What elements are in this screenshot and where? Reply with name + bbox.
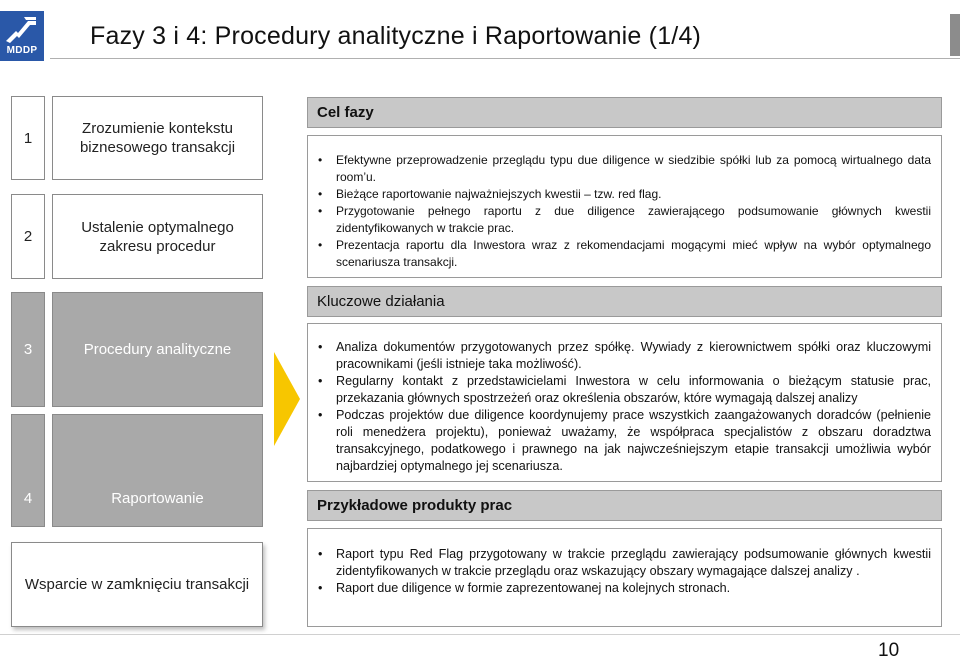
actions-list bbox=[317, 339, 931, 475]
list-item: • Przygotowanie pełnego raportu z due diligence zawierającego podsumowanie głównych kwestii zidentyfikowanych w trakcie prac. bbox=[317, 203, 931, 237]
support-label: Wsparcie w zamknięciu transakcji bbox=[24, 576, 250, 593]
list-item: • Raport typu Red Flag przygotowany w trakcie przeglądu zawierający podsumowanie głównych kwestii zidentyfikowanych w trakcie przeglądu oraz wskazujący obszary wymagające dalszej analizy . bbox=[317, 546, 931, 580]
list-item: • Regularny kontakt z przedstawicielami Inwestora w celu informowania o bieżącym statusie prac, przekazania głównych spostrzeżeń oraz określenia obszarów, które wymagają dalszej analizy bbox=[317, 373, 931, 407]
phase-3-number: 3 bbox=[11, 292, 45, 407]
phase-3-label: Procedury analityczne bbox=[52, 292, 263, 407]
products-section-header: Przykładowe produkty prac bbox=[307, 490, 942, 521]
chevron-right-icon bbox=[274, 352, 300, 446]
page-number: 10 bbox=[878, 640, 900, 660]
title-accent-bar bbox=[950, 14, 960, 56]
goal-section-header: Cel fazy bbox=[307, 97, 942, 128]
phase-1-label: Zrozumienie kontekstu biznesowego transakcji bbox=[52, 96, 263, 180]
footer-divider bbox=[0, 634, 960, 635]
list-item: • Prezentacja raportu dla Inwestora wraz z rekomendacjami mogącymi mieć wpływ na wybór optymalnego scenariusza transakcji. bbox=[317, 237, 931, 271]
logo-text: MDDP bbox=[6, 45, 38, 56]
list-item: • Podczas projektów due diligence koordynujemy prace wszystkich zaangażowanych doradców (pełnienie roli menedżera projektu), ponieważ uważamy, że współpraca specjalistów z obszaru doradztwa transakcyjnego, podatkowego i prawnego na jak najwcześniejszym etapie transakcji umożliwia wybór najbardziej optymalnego jej scenariusza. bbox=[317, 407, 931, 475]
page-title: Fazy 3 i 4: Procedury analityczne i Raportowanie (1/4) bbox=[90, 22, 702, 50]
goal-list bbox=[317, 152, 931, 271]
phase-2-number: 2 bbox=[11, 194, 45, 279]
phase-2-label: Ustalenie optymalnego zakresu procedur bbox=[52, 194, 263, 279]
logo-mark-icon bbox=[6, 17, 36, 43]
list-item: • Raport due diligence w formie zaprezentowanej na kolejnych stronach. bbox=[317, 580, 931, 597]
phase-4-number: 4 bbox=[11, 414, 45, 527]
products-section-body bbox=[307, 528, 942, 627]
phase-4-label: Raportowanie bbox=[52, 414, 263, 527]
products-list bbox=[317, 546, 931, 597]
list-item: • Analiza dokumentów przygotowanych przez spółkę. Wywiady z kierownictwem spółki oraz kluczowymi pracownikami (jeśli istnieje taka możliwość). bbox=[317, 339, 931, 373]
list-item: • Bieżące raportowanie najważniejszych kwestii – tzw. red flag. bbox=[317, 186, 931, 203]
support-box bbox=[11, 542, 263, 627]
actions-section-header: Kluczowe działania bbox=[307, 286, 942, 317]
title-underline bbox=[50, 58, 960, 59]
phase-1-number: 1 bbox=[11, 96, 45, 180]
actions-section-body bbox=[307, 323, 942, 482]
goal-section-body bbox=[307, 135, 942, 278]
mddp-logo bbox=[0, 11, 44, 61]
list-item: • Efektywne przeprowadzenie przeglądu typu due diligence w siedzibie spółki lub za pomocą wirtualnego data room’u. bbox=[317, 152, 931, 186]
